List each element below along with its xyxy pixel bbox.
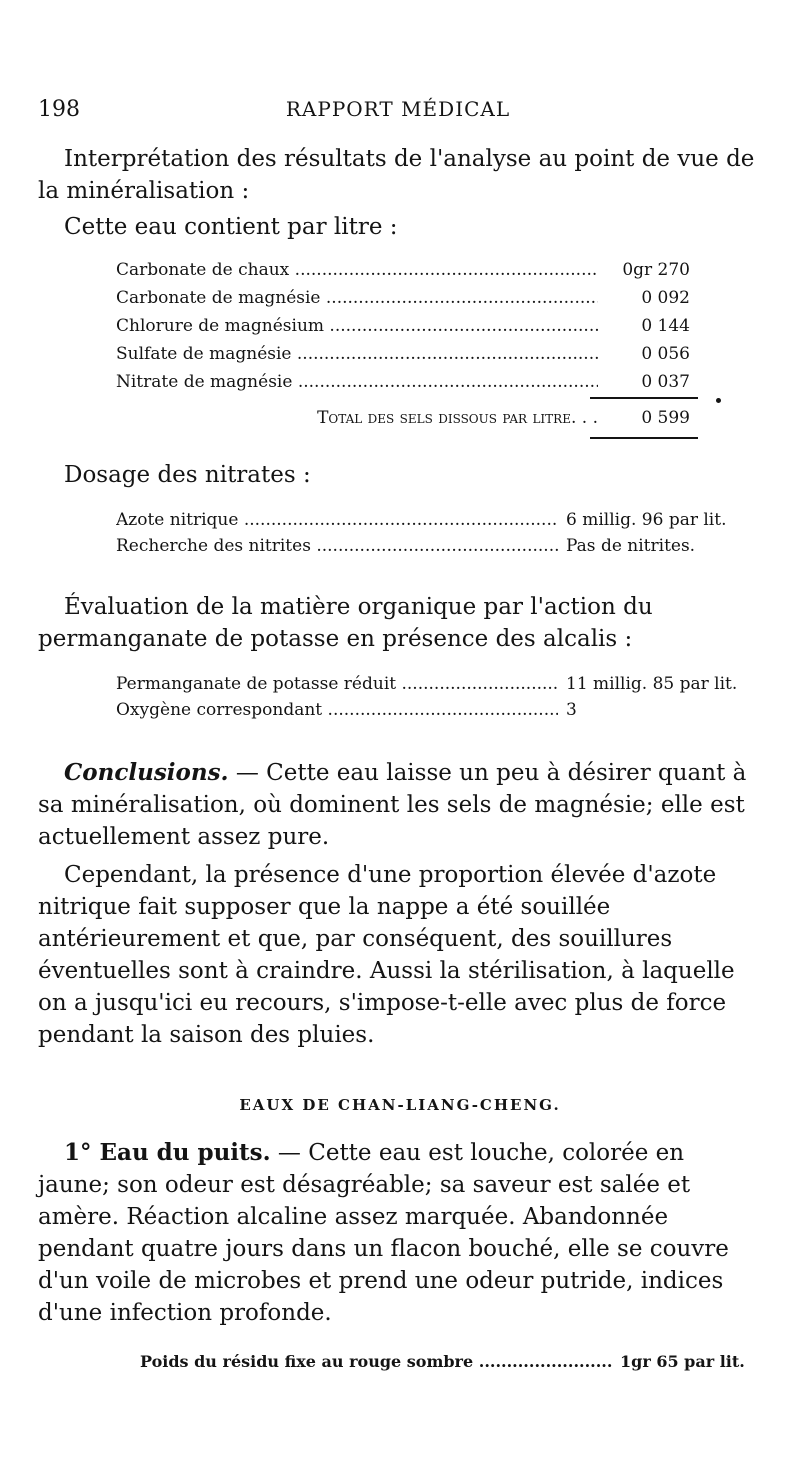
table-row [116, 313, 690, 339]
row-label: Azote nitrique ..... [116, 507, 558, 533]
row-label: Permanganate de potasse réduit ..... [116, 671, 558, 697]
row-label: Recherche des nitrites ..... [116, 533, 558, 559]
intro-line2: Cette eau contient par litre : [64, 214, 398, 240]
row-value: 11 millig. 85 par lit. [566, 674, 738, 694]
print-speck [716, 398, 721, 403]
residue-label: Poids du résidu fixe au rouge sombre ..... [140, 1349, 612, 1375]
page-number: 198 [38, 97, 80, 122]
row-value: 0 037 [641, 372, 690, 392]
row-value: 0gr 270 [622, 260, 690, 280]
row-value: 0 144 [641, 316, 690, 336]
running-title: RAPPORT MÉDICAL [285, 97, 511, 121]
residue-value: 1gr 65 par lit. [620, 1352, 745, 1371]
page-header [38, 97, 758, 131]
table-row [116, 671, 764, 697]
table-row [116, 341, 690, 367]
row-value: 0 092 [641, 288, 690, 308]
row-value: 3 [566, 700, 577, 720]
conclusions-paragraph-2: Cependant, la présence d'une proportion élevée d'azote nitrique fait supposer que la nappe a été souillée antérieurement et que, par conséquent, des souillures éventuelles sont à craindre. Aussi la stérilisation, à laquelle on a jusqu'ici eu recours, s'impose-t-elle avec plus de force pendant la saison des pluies. [38, 862, 735, 1048]
row-value: 6 millig. 96 par lit. [566, 510, 727, 530]
table-row [116, 507, 764, 533]
row-value: 0 056 [641, 344, 690, 364]
table-row [116, 257, 690, 283]
total-row [256, 405, 690, 431]
well-lead: 1° Eau du puits. [64, 1139, 271, 1166]
well-paragraph [38, 1137, 758, 1329]
row-label: Carbonate de chaux ..... [116, 257, 598, 283]
row-value: Pas de nitrites. [566, 536, 696, 556]
conclusions-lead: Conclusions. [64, 759, 229, 786]
intro-paragraph: Interprétation des résultats de l'analyse au point de vue de la minéralisation : [38, 146, 755, 204]
total-value: 0 599 [641, 408, 690, 428]
residue-row [140, 1349, 762, 1375]
section-heading: EAUX DE CHAN-LIANG-CHENG. [239, 1096, 561, 1114]
sum-rule [590, 397, 698, 399]
row-label: Chlorure de magnésium ..... [116, 313, 598, 339]
well-text: — Cette eau est louche, colorée en jaune; son odeur est désagréable; sa saveur est salée et amère. Réaction alcaline assez marquée. Abandonnée pendant quatre jours dans un flacon bouché, elle se couvre d'un voile de microbes et prend une odeur putride, indices d'une infection profonde. [38, 1140, 729, 1326]
table-row [116, 697, 764, 723]
conclusions-paragraph [38, 757, 758, 853]
table-row [116, 369, 690, 395]
total-rule [590, 437, 698, 439]
total-label: Total des sels dissous par litre. . . [317, 408, 598, 428]
row-label: Sulfate de magnésie ..... [116, 341, 598, 367]
row-label: Nitrate de magnésie ..... [116, 369, 598, 395]
table-row [116, 533, 764, 559]
organic-heading: Évaluation de la matière organique par l'action du permanganate de potasse en présence des alcalis : [38, 594, 653, 652]
conclusions-text: — Cette eau laisse un peu à désirer quant à sa minéralisation, où dominent les sels de magnésie; elle est actuellement assez pure. [38, 760, 747, 850]
row-label: Carbonate de magnésie ..... [116, 285, 598, 311]
table-row [116, 285, 690, 311]
row-label: Oxygène correspondant ..... [116, 697, 558, 723]
nitrates-heading: Dosage des nitrates : [64, 462, 311, 488]
